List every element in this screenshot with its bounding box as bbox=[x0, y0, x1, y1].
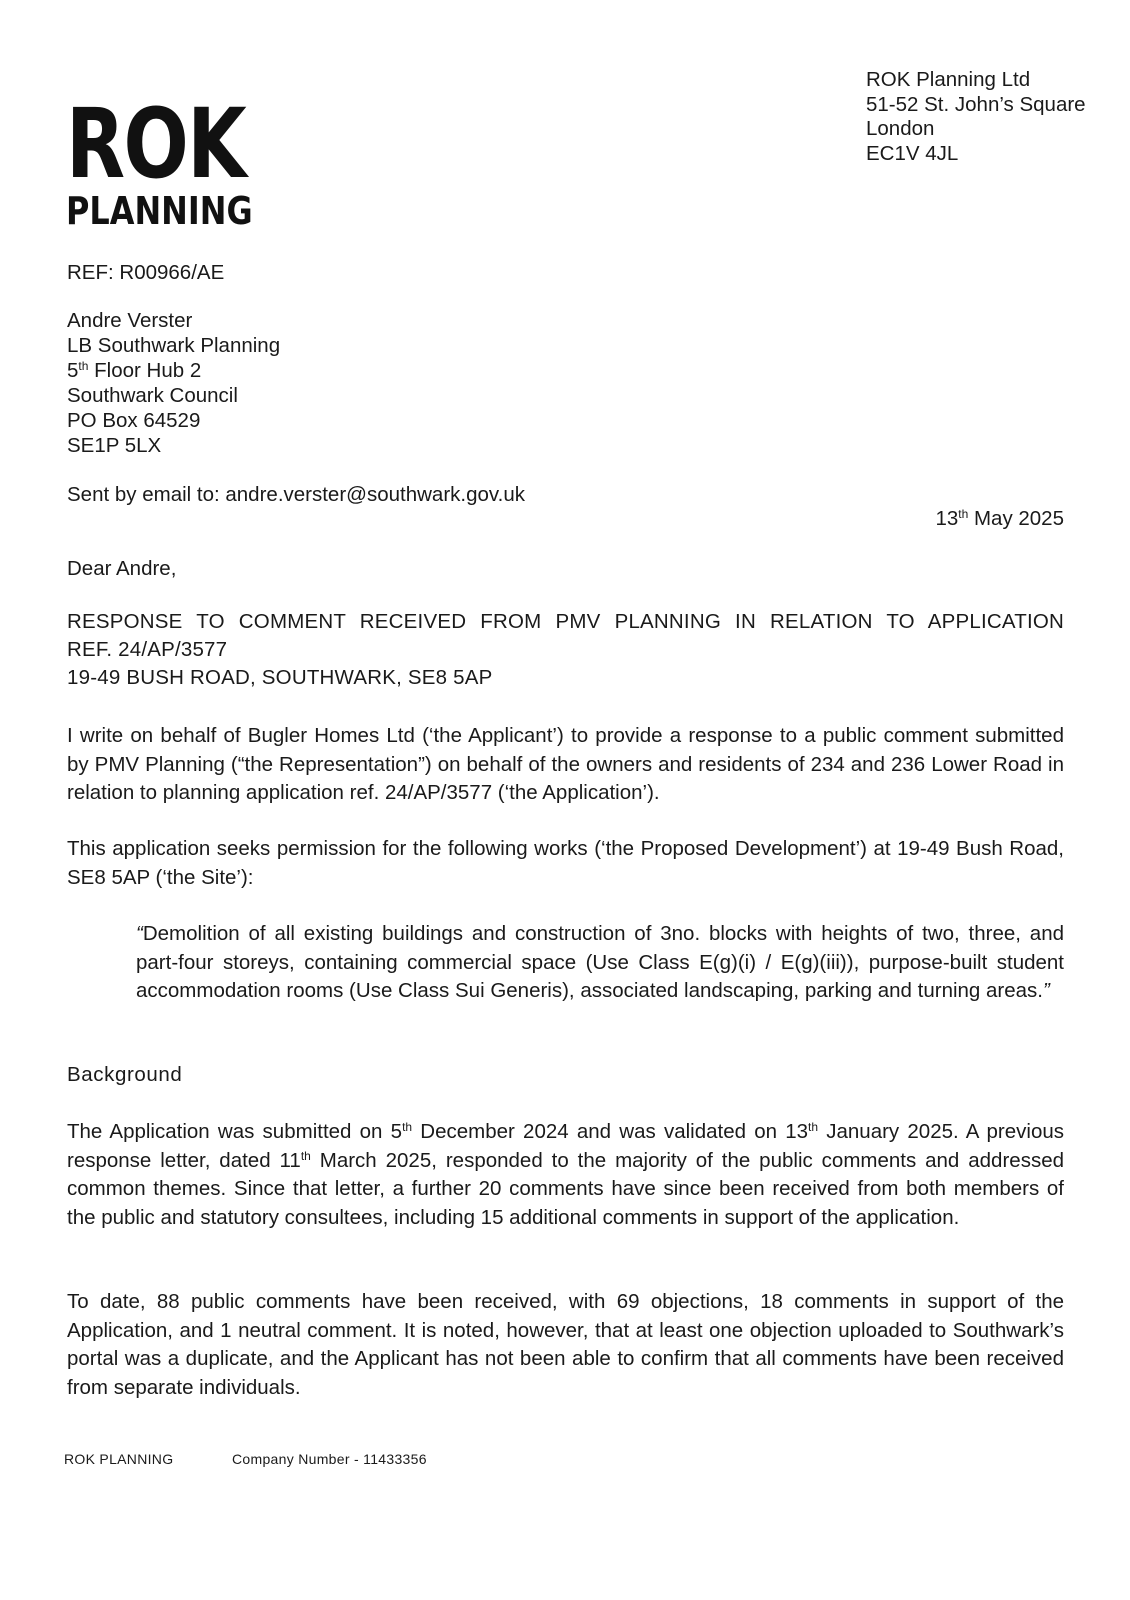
section-heading: Background bbox=[67, 1063, 183, 1086]
reference: REF: R00966/AE bbox=[67, 261, 225, 284]
subject-line: REF. 24/AP/3577 bbox=[67, 638, 228, 661]
sender-line: London bbox=[866, 117, 935, 140]
sender-address bbox=[866, 68, 1086, 166]
recipient-council: Southwark Council bbox=[67, 384, 238, 407]
sender-line: ROK Planning Ltd bbox=[866, 68, 1031, 91]
paragraph: The Application was submitted on 5th December 2024 and was validated on 13th January 2025. A previous response letter, dated 11th March 2025, responded to the majority of the public comments and addressed common themes. Since that letter, a further 20 comments have since been received from both members of the public and statutory consultees, including 15 additional comments in support of the application. bbox=[67, 1120, 1065, 1229]
footer-company-name: ROK PLANNING bbox=[64, 1451, 174, 1467]
sender-line: 51-52 St. John’s Square bbox=[866, 92, 1086, 116]
paragraph: I write on behalf of Bugler Homes Ltd (‘the Applicant’) to provide a response to a public comment submitted by PMV Planning (“the Representation”) on behalf of the owners and residents of 234 and 236 Lower Road in relation to planning application ref. 24/AP/3577 (‘the Application’). bbox=[67, 724, 1064, 804]
rok-planning-logo bbox=[66, 88, 253, 233]
recipient-name: Andre Verster bbox=[67, 309, 193, 332]
recipient-address bbox=[67, 308, 280, 458]
sender-line: EC1V 4JL bbox=[866, 141, 959, 165]
paragraph: This application seeks permission for the following works (‘the Proposed Development’) at 19-49 Bush Road, SE8 5AP (‘the Site’): bbox=[67, 837, 1064, 889]
logo-rok-text: ROK bbox=[66, 88, 246, 200]
logo-planning-text: PLANNING bbox=[66, 189, 253, 233]
email-line: Sent by email to: andre.verster@southwark.gov.uk bbox=[67, 483, 525, 506]
subject-line: 19-49 BUSH ROAD, SOUTHWARK, SE8 5AP bbox=[67, 666, 493, 689]
subject-line: RESPONSE TO COMMENT RECEIVED FROM PMV PLANNING IN RELATION TO APPLICATION bbox=[67, 610, 1064, 633]
recipient-org: LB Southwark Planning bbox=[67, 334, 281, 357]
letter-date: 13th May 2025 bbox=[935, 507, 1064, 530]
recipient-pobox: PO Box 64529 bbox=[67, 409, 201, 432]
development-description-quote: “Demolition of all existing buildings and construction of 3no. blocks with heights of two, three, and part-four storeys, containing commercial space (Use Class E(g)(i) / E(g)(iii)), purpose-built student accommodation rooms (Use Class Sui Generis), associated landscaping, parking and turning areas.” bbox=[136, 922, 1064, 1002]
footer-company-number: Company Number - 11433356 bbox=[232, 1451, 427, 1467]
subject-heading bbox=[67, 608, 1064, 692]
recipient-postcode: SE1P 5LX bbox=[67, 434, 162, 457]
paragraph: To date, 88 public comments have been received, with 69 objections, 18 comments in support of the Application, and 1 neutral comment. It is noted, however, that at least one objection uploaded to Southwark’s portal was a duplicate, and the Applicant has not been able to confirm that all comments have been received from separate individuals. bbox=[67, 1290, 1064, 1399]
recipient-floor: 5th Floor Hub 2 bbox=[67, 359, 202, 382]
salutation: Dear Andre, bbox=[67, 557, 177, 580]
